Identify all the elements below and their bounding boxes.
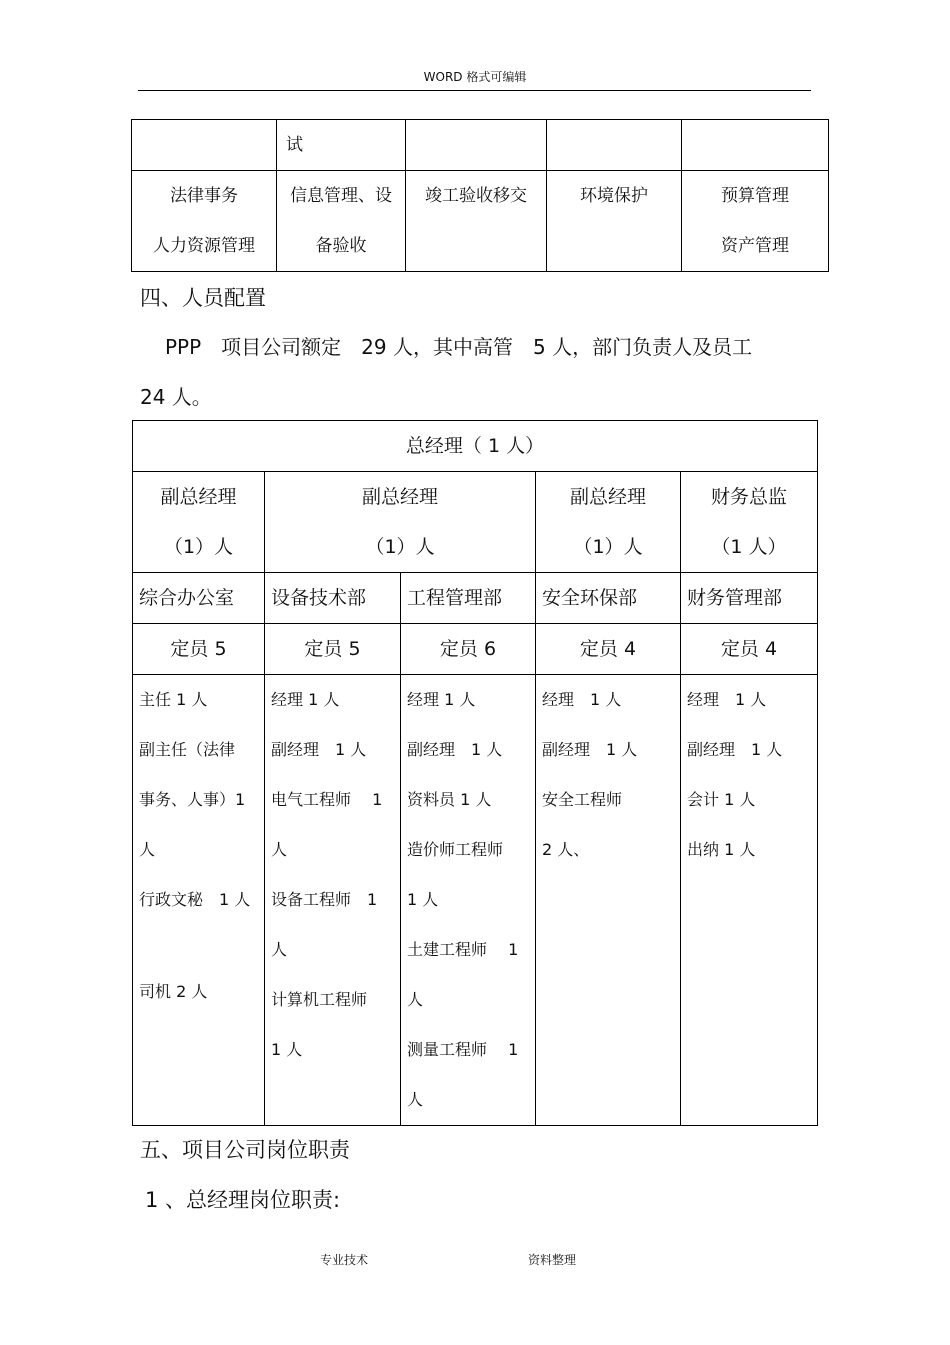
member-line: 安全工程师 [542, 790, 623, 809]
deputy-title: 财务总监 [710, 486, 787, 508]
cell-line: 环境保护 [580, 186, 648, 206]
department-cell: 安全环保部 [536, 573, 681, 624]
member-line: 行政文秘 1 人 [139, 890, 251, 909]
responsibility-table [131, 119, 829, 272]
member-line: 土建工程师 1 [407, 940, 519, 959]
table-cell [406, 120, 547, 171]
member-line: 主任 1 人 [139, 690, 208, 709]
page-header: WORD 格式可编辑 [423, 70, 527, 84]
deputy-count: （1）人 [163, 536, 234, 558]
member-line: 人 [271, 940, 288, 959]
table-cell [682, 120, 829, 171]
department-cell: 设备技术部 [265, 573, 401, 624]
quota-cell: 定员 5 [133, 624, 265, 675]
member-line: 人 [407, 990, 424, 1009]
department-cell: 综合办公室 [133, 573, 265, 624]
member-line: 会计 1 人 [687, 790, 756, 809]
cell-line: 竣工验收移交 [425, 186, 527, 206]
staffing-table [132, 420, 818, 1126]
members-cell [681, 675, 818, 1126]
member-line: 出纳 1 人 [687, 840, 756, 859]
quota-cell: 定员 6 [401, 624, 536, 675]
member-line: 设备工程师 1 [271, 890, 378, 909]
deputy-title: 副总经理 [160, 486, 237, 508]
members-cell [401, 675, 536, 1126]
deputy-cell [536, 472, 681, 573]
table-cell: 试 [277, 120, 406, 171]
cell-line: 备验收 [315, 236, 367, 256]
quota-cell: 定员 5 [265, 624, 401, 675]
quota-cell: 定员 4 [681, 624, 818, 675]
member-line: 人 [407, 1090, 424, 1109]
quota-cell: 定员 4 [536, 624, 681, 675]
member-line: 副经理 1 人 [407, 740, 503, 759]
table-cell [132, 120, 277, 171]
table-cell [547, 120, 682, 171]
deputy-title: 副总经理 [361, 486, 438, 508]
cell-line: 预算管理 [721, 186, 789, 206]
member-line: 经理 1 人 [271, 690, 340, 709]
member-spacer [139, 925, 264, 967]
members-cell [133, 675, 265, 1126]
member-line: 2 人、 [542, 840, 590, 859]
department-cell: 工程管理部 [401, 573, 536, 624]
member-line: 造价师工程师 [407, 840, 504, 859]
deputy-count: （1）人 [365, 536, 435, 558]
subsection-heading: 1 、总经理岗位职责: [145, 1188, 341, 1212]
member-line: 副经理 1 人 [542, 740, 638, 759]
deputy-cell [265, 472, 536, 573]
member-line: 人 [139, 840, 156, 859]
section-heading: 四、人员配置 [140, 286, 266, 310]
section-heading: 五、项目公司岗位职责 [140, 1138, 350, 1162]
members-cell [265, 675, 401, 1126]
deputy-count: （1 人） [711, 536, 787, 558]
member-line: 经理 1 人 [407, 690, 476, 709]
member-line: 电气工程师 1 [271, 790, 383, 809]
header-rule [138, 90, 811, 91]
paragraph-line: 24 人。 [140, 385, 212, 409]
deputy-count: （1）人 [573, 536, 643, 558]
table-cell [547, 171, 682, 272]
cell-line: 资产管理 [721, 236, 789, 256]
department-cell: 财务管理部 [681, 573, 818, 624]
paragraph-line: PPP 项目公司额定 29 人，其中高管 5 人，部门负责人及员工 [165, 335, 753, 359]
deputy-cell [681, 472, 818, 573]
member-line: 经理 1 人 [542, 690, 622, 709]
member-line: 副主任（法律 [139, 740, 236, 759]
member-line: 副经理 1 人 [687, 740, 783, 759]
cell-line: 人力资源管理 [153, 236, 255, 256]
member-line: 副经理 1 人 [271, 740, 367, 759]
member-line: 事务、人事）1 [139, 790, 246, 809]
member-line: 资料员 1 人 [407, 790, 492, 809]
member-line: 计算机工程师 [271, 990, 368, 1009]
deputy-cell [133, 472, 265, 573]
member-line: 司机 2 人 [139, 982, 208, 1001]
footer-right: 资料整理 [528, 1253, 577, 1267]
table-cell [406, 171, 547, 272]
table-cell [277, 171, 406, 272]
footer-left: 专业技术 [320, 1253, 369, 1267]
member-line: 1 人 [271, 1040, 303, 1059]
member-line: 人 [271, 840, 288, 859]
member-line: 1 人 [407, 890, 439, 909]
members-cell [536, 675, 681, 1126]
member-line: 经理 1 人 [687, 690, 767, 709]
cell-line: 信息管理、设 [290, 186, 392, 206]
member-line: 测量工程师 1 [407, 1040, 519, 1059]
table-cell [682, 171, 829, 272]
table-cell [132, 171, 277, 272]
cell-line: 法律事务 [170, 186, 238, 206]
gm-cell: 总经理（ 1 人） [133, 421, 818, 472]
deputy-title: 副总经理 [569, 486, 646, 508]
